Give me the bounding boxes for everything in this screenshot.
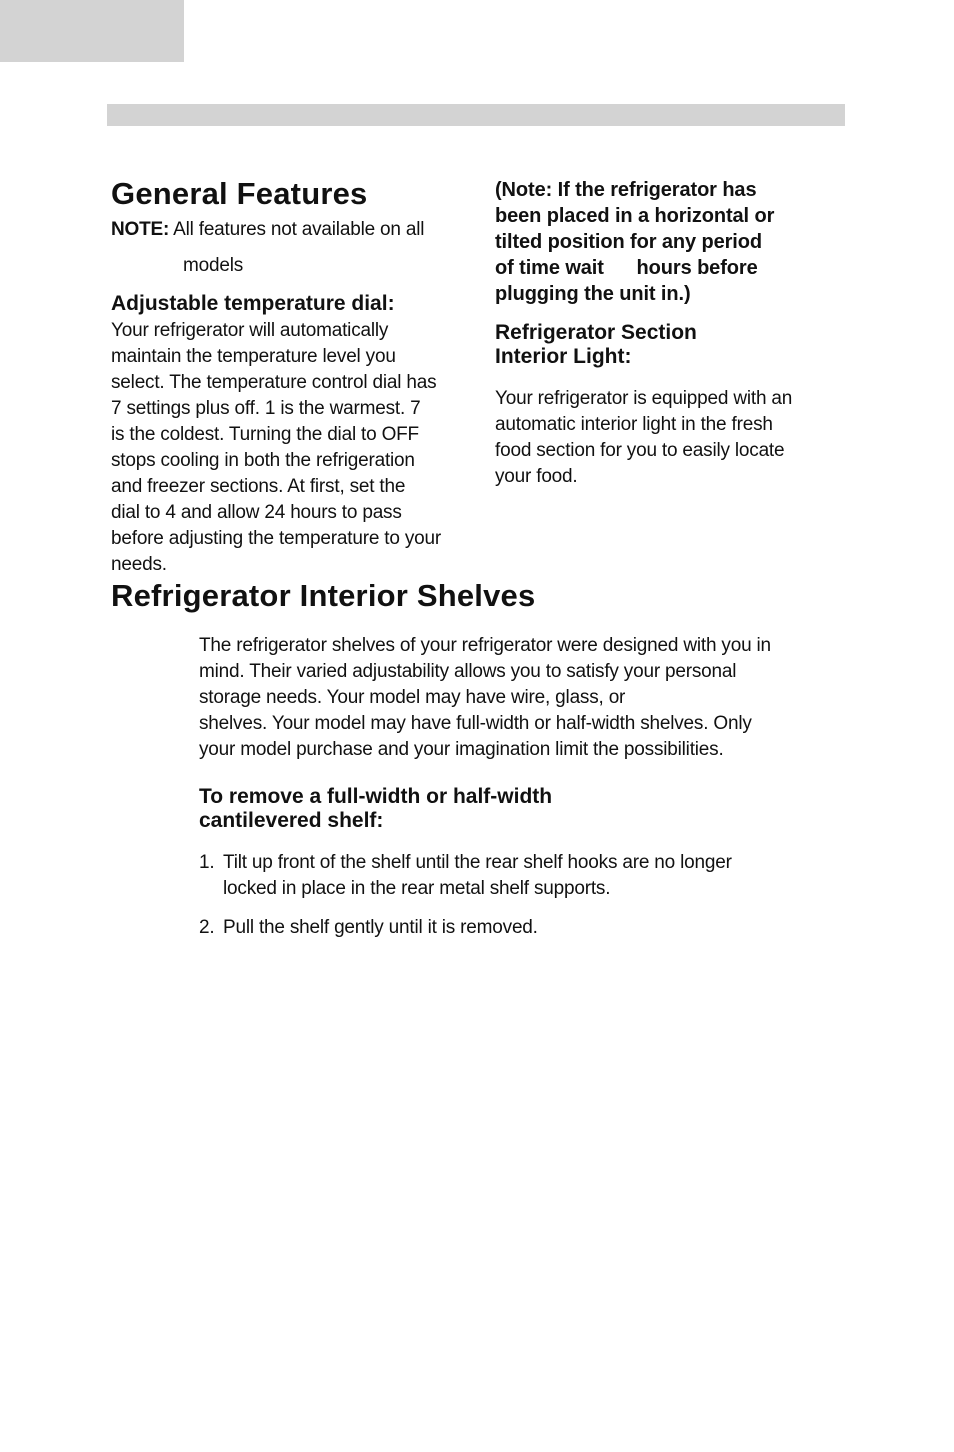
shelves-line: storage needs. Your model may have wire, glass, or [199,687,626,708]
dial-heading: Adjustable temperature dial: [111,292,395,315]
note-line: (Note: If the refrigerator has [495,179,757,201]
shelves-line: shelves. Your model may have full-width or half-width shelves. Only [199,713,752,734]
light-line: automatic interior light in the fresh [495,414,773,435]
dial-line: before adjusting the temperature to your [111,528,441,549]
dial-line: Your refrigerator will automatically [111,320,389,341]
step-number: 2. [199,917,215,938]
dial-line: stops cooling in both the refrigeration [111,450,415,471]
step-text: Pull the shelf gently until it is removed. [223,917,538,938]
dial-line: and freezer sections. At first, set the [111,476,406,497]
interior-light-body [495,386,840,490]
heading-line: To remove a full-width or half-width [199,785,553,808]
dial-line: maintain the temperature level you [111,346,396,367]
heading-line: Refrigerator Section [495,321,697,344]
note-text-continued: models [183,255,244,276]
dial-line: needs. [111,554,167,575]
remove-shelf-heading [199,785,552,833]
dial-line: is the coldest. Turning the dial to OFF [111,424,419,445]
list-item [199,850,839,902]
shelves-title: Refrigerator Interior Shelves [111,578,536,613]
page-corner-tab [0,0,184,62]
light-line: Your refrigerator is equipped with an [495,388,793,409]
shelves-line: mind. Their varied adjustability allows you to satisfy your personal [199,661,737,682]
note-line: tilted position for any period [495,231,763,253]
dial-body [111,318,481,578]
step-text: Tilt up front of the shelf until the rear shelf hooks are no longer [223,852,732,873]
light-line: food section for you to easily locate [495,440,785,461]
horizontal-position-note [495,177,840,307]
dial-line: 7 settings plus off. 1 is the warmest. 7 [111,398,421,419]
dial-line: dial to 4 and allow 24 hours to pass [111,502,402,523]
general-features-title: General Features [111,176,368,211]
heading-line: Interior Light: [495,345,632,368]
heading-line: cantilevered shelf: [199,809,384,832]
note-label: NOTE: [111,219,170,240]
shelves-body [199,633,839,763]
note-line [111,217,424,243]
light-line: your food. [495,466,578,487]
shelves-line: your model purchase and your imagination limit the possibilities. [199,739,724,760]
shelves-line: The refrigerator shelves of your refrigerator were designed with you in [199,635,771,656]
note-line: plugging the unit in.) [495,283,691,305]
list-item [199,915,839,941]
note-line: been placed in a horizontal or [495,205,775,227]
note-line: of time wait hours before [495,257,758,279]
header-bar [107,104,845,126]
step-number: 1. [199,852,215,873]
step-text-continued: locked in place in the rear metal shelf supports. [223,878,611,899]
note-text: All features not available on all [173,219,425,240]
interior-light-heading [495,321,697,369]
dial-line: select. The temperature control dial has [111,372,437,393]
